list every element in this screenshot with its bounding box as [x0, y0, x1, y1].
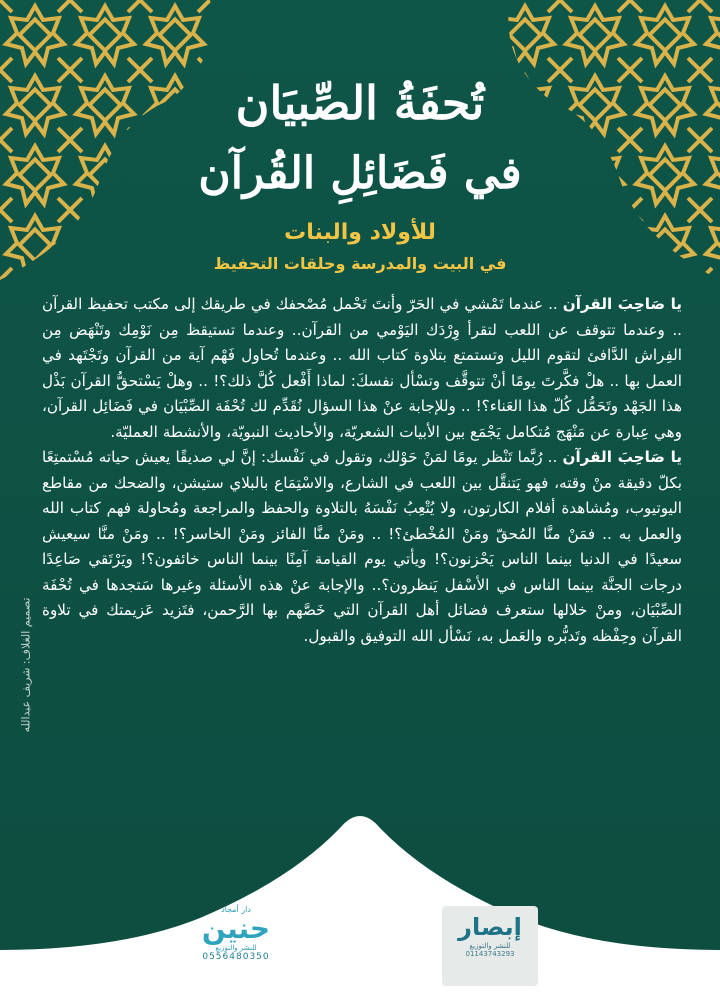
publisher-prefix: دار أمجاد	[221, 905, 251, 914]
design-credit	[14, 560, 38, 770]
publisher-logo-haneen	[186, 905, 286, 985]
publisher-tagline: للنشر والتوزيع	[215, 944, 257, 952]
paragraph-text: .. رُبَّما تَنْظر يومًا لمَنْ حَوْلك، وتقول في نَفْسك: إنَّ لي صديقًا يعيش حياته مُسْتمتِعًا بكلّ دقيقة منْ وقته، فهو يَتنقَّل بين اللعب في الشارع، والاسْتِمَاع بالبلاي ستيشن، والضحك من مقاطع اليوتيوب، ومُشاهدة أفلام الكارتون، ولا يُتْعِبُ نَفْسَهُ بالتلاوة والحفظ والمراجعة ومُحاولة فهم كتاب الله والعمل به .. فمَنْ منَّا المُحقّ ومَنْ المُخْطئ؟! .. ومَنْ منَّا الفائز ومَنْ الخاسر؟! .. ومَنْ منَّا سيعيش سعيدًا في الدنيا بينما الناس يَحْزنون؟! ويأتي يوم القيامة آمِنًا بينما الناس خائفون؟! ويَرْتَقي صَاعِدًا درجات الجنَّة بينما الناس في الأسْفل يَنظرون؟.. والإجابة عنْ هذه الأسئلة وغيرها سَتجدها في تُحْفَة الصِّبْيَان، ومنْ خلالها ستعرف فضائل أهل القرآن التي خَصَّهم بها الرَّحمن، فتَزيد عَزيمتك في تلاوة القرآن وحِفْظه وتَدبُّره والعَمل به، نَسْأل الله التوفيق والقبول.	[42, 448, 682, 645]
publisher-logo-ibsar	[442, 906, 538, 986]
paragraph-text: .. عندما تَمْشي في الحَرّ وأنتَ تَحْمل مُصْحفك في طريقك إلى مكتب تحفيظ القرآن .. وعندما تتوقف عن اللعب لتقرأ وِرْدَك اليَوْمي من القرآن.. وعندما تستيقظ مِن نَوْمِك وتَنْهَض مِن الفِراش الدَّافئ لتقوم الليل وتستمتع بتلاوة كتاب الله .. وعندما تُحاول فَهْم آية من القرآن وتَجْتَهد في العمل بها .. هلْ فكَّرتَ يومًا أنْ تتوقَّف وتسْأل نفسكَ: لماذا أَفْعل كُلَّ ذلك؟! .. وهلْ يَسْتحقُّ القرآن بَذْل هذا الجَهْد وتَحَمُّل كُلّ هذا العَناء؟! .. وللإجابة عنْ هذا السؤال نُقَدِّم لك تُحْفَة الصِّبْيَان في فَضَائِل القرآن، وهي عِبارة عن مَنْهَج مُتكامل يَجْمَع بين الأبيات الشعريّة، والأحاديث النبويّة، والأنشطة العمليّة.	[42, 295, 682, 441]
publisher-brand: حنين	[201, 912, 271, 945]
paragraph-lead: يا صَاحِبَ القرآن	[562, 295, 682, 313]
book-subtitle: في فَضَائِلِ القُرآن	[198, 148, 522, 199]
design-credit-text: تصميم الغلاف: شريف عبدالله	[19, 597, 33, 733]
publisher-tagline: للنشر والتوزيع	[469, 942, 511, 950]
dome-shape	[0, 800, 720, 1000]
publisher-phone: 01143743293	[465, 950, 515, 958]
blurb-text	[42, 292, 682, 649]
publisher-phone: 0556480350	[202, 952, 270, 962]
book-title: تُحفَةُ الصِّبيَان	[235, 76, 485, 130]
places-line: في البيت والمدرسة وحلقات التحفيظ	[213, 254, 507, 273]
blurb-paragraph-2	[42, 445, 682, 649]
audience-line: للأولاد والبنات	[284, 220, 436, 245]
paragraph-lead: يا صَاحِبَ القرآن	[562, 448, 682, 466]
publisher-brand: إبصار	[458, 913, 522, 941]
blurb-paragraph-1	[42, 292, 682, 445]
